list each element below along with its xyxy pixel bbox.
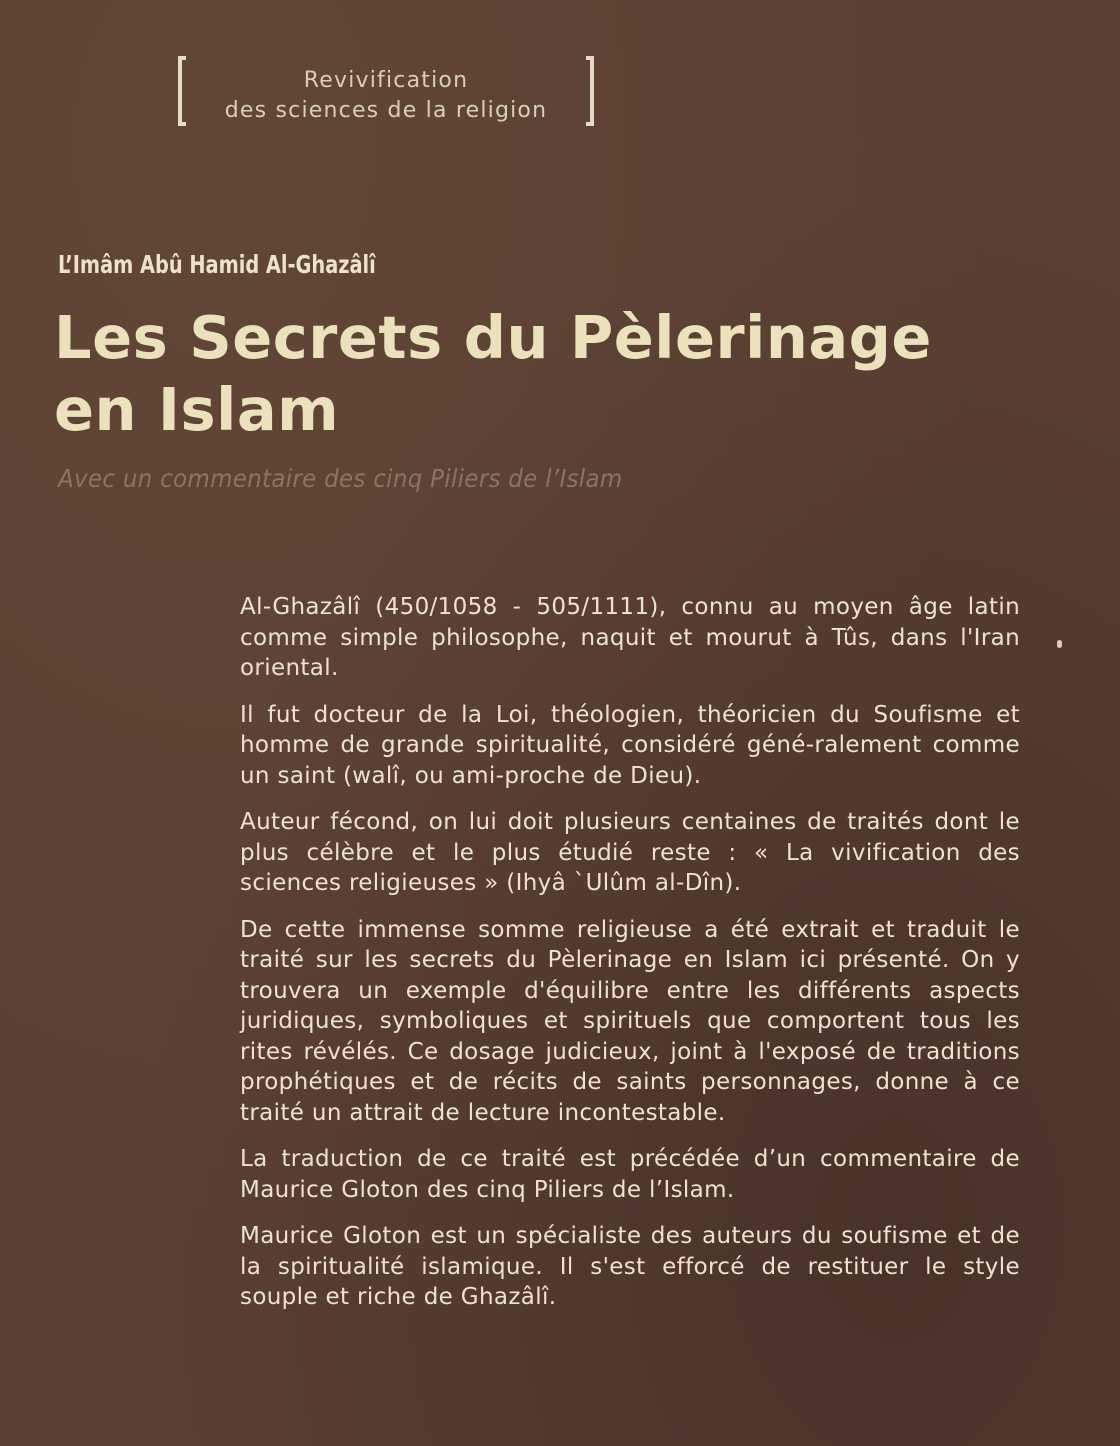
paragraph-6: Maurice Gloton est un spécialiste des auteurs du soufisme et de la spiritualité islamique. Il s'est efforcé de restituer le style souple et riche de Ghazâlî. bbox=[240, 1223, 1020, 1310]
paragraph-2: Il fut docteur de la Loi, théologien, théoricien du Soufisme et homme de grande spiritualité, considéré géné-ralement comme un saint (walî, ou ami-proche de Dieu). bbox=[240, 701, 1020, 789]
paragraph-4: De cette immense somme religieuse a été extrait et traduit le traité sur les secrets du Pèlerinage en Islam ici présenté. On y trouvera un exemple d'équilibre entre les différents aspects juridiques, symboliques et spirituels que comportent tous les rites révélés. Ce dosage judicieux, joint à l'exposé de traditions prophétiques et de récits de saints personnages, donne à ce traité un attrait de lecture incontestable. bbox=[240, 916, 1020, 1126]
description-text bbox=[240, 592, 1020, 1329]
paragraph-5: La traduction de ce traité est précédée d’un commentaire de Maurice Gloton des cinq Piliers de l’Islam. bbox=[240, 1146, 1020, 1203]
title-line-2: en Islam bbox=[54, 375, 340, 444]
paragraph-3: Auteur fécond, on lui doit plusieurs centaines de traités dont le plus célèbre et le plus étudié reste : « La vivification des sciences religieuses » (Ihyâ `Ulûm al-Dîn). bbox=[240, 809, 1020, 896]
series-label bbox=[172, 56, 602, 132]
left-bracket bbox=[178, 56, 186, 126]
author-name: L’Imâm Abû Hamid Al-Ghazâlî bbox=[58, 250, 376, 279]
print-speck bbox=[1057, 640, 1062, 648]
paragraph-1: Al-Ghazâlî (450/1058 - 505/1111), connu au moyen âge latin comme simple philosophe, naquit et mourut à Tûs, dans l'Iran oriental. bbox=[240, 594, 1020, 681]
series-line-2: des sciences de la religion bbox=[224, 98, 548, 123]
right-bracket bbox=[586, 56, 594, 126]
title-line-1: Les Secrets du Pèlerinage bbox=[54, 303, 932, 372]
book-title bbox=[54, 302, 1054, 446]
book-subtitle: Avec un commentaire des cinq Piliers de l’Islam bbox=[58, 464, 623, 493]
series-line-1: Revivification bbox=[303, 68, 469, 93]
series-name bbox=[206, 66, 566, 126]
